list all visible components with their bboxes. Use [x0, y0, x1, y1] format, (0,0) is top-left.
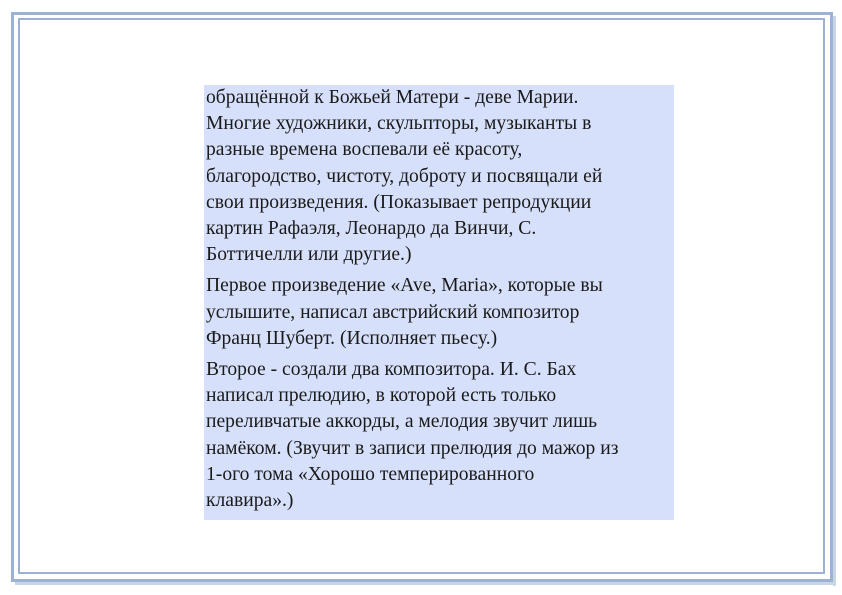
- paragraph-3: [206, 357, 672, 514]
- paragraph-1: [206, 85, 672, 268]
- frame-shadow-bottom: [15, 582, 836, 585]
- text-line: свои произведения. (Показывает репродукции: [206, 191, 592, 213]
- text-line: Франц Шуберт. (Исполняет пьесу.): [206, 327, 498, 349]
- text-line: намёком. (Звучит в записи прелюдия до мажор из: [206, 437, 619, 459]
- text-line: Многие художники, скульпторы, музыканты в: [206, 113, 592, 135]
- text-line: Второе - создали два композитора. И. С. Бах: [206, 359, 577, 381]
- text-box: [204, 85, 674, 520]
- text-line: услышите, написал австрийский композитор: [206, 301, 580, 323]
- text-line: Боттичелли или другие.): [206, 244, 412, 266]
- text-line: благородство, чистоту, доброту и посвящали ей: [206, 165, 603, 187]
- text-line: переливчатые аккорды, а мелодия звучит лишь: [206, 411, 598, 433]
- text-line: Первое произведение «Ave, Maria», которые вы: [206, 275, 603, 297]
- text-line: 1-ого тома «Хорошо темперированного: [206, 463, 535, 485]
- text-line: картин Рафаэля, Леонардо да Винчи, С.: [206, 218, 537, 240]
- text-line: написал прелюдию, в которой есть только: [206, 385, 557, 407]
- frame-shadow-right: [833, 16, 836, 586]
- paragraph-2: [206, 273, 672, 352]
- text-line: разные времена воспевали её красоту,: [206, 139, 523, 161]
- text-line: клавира».): [206, 490, 294, 512]
- text-line: обращённой к Божьей Матери - деве Марии.: [206, 87, 579, 108]
